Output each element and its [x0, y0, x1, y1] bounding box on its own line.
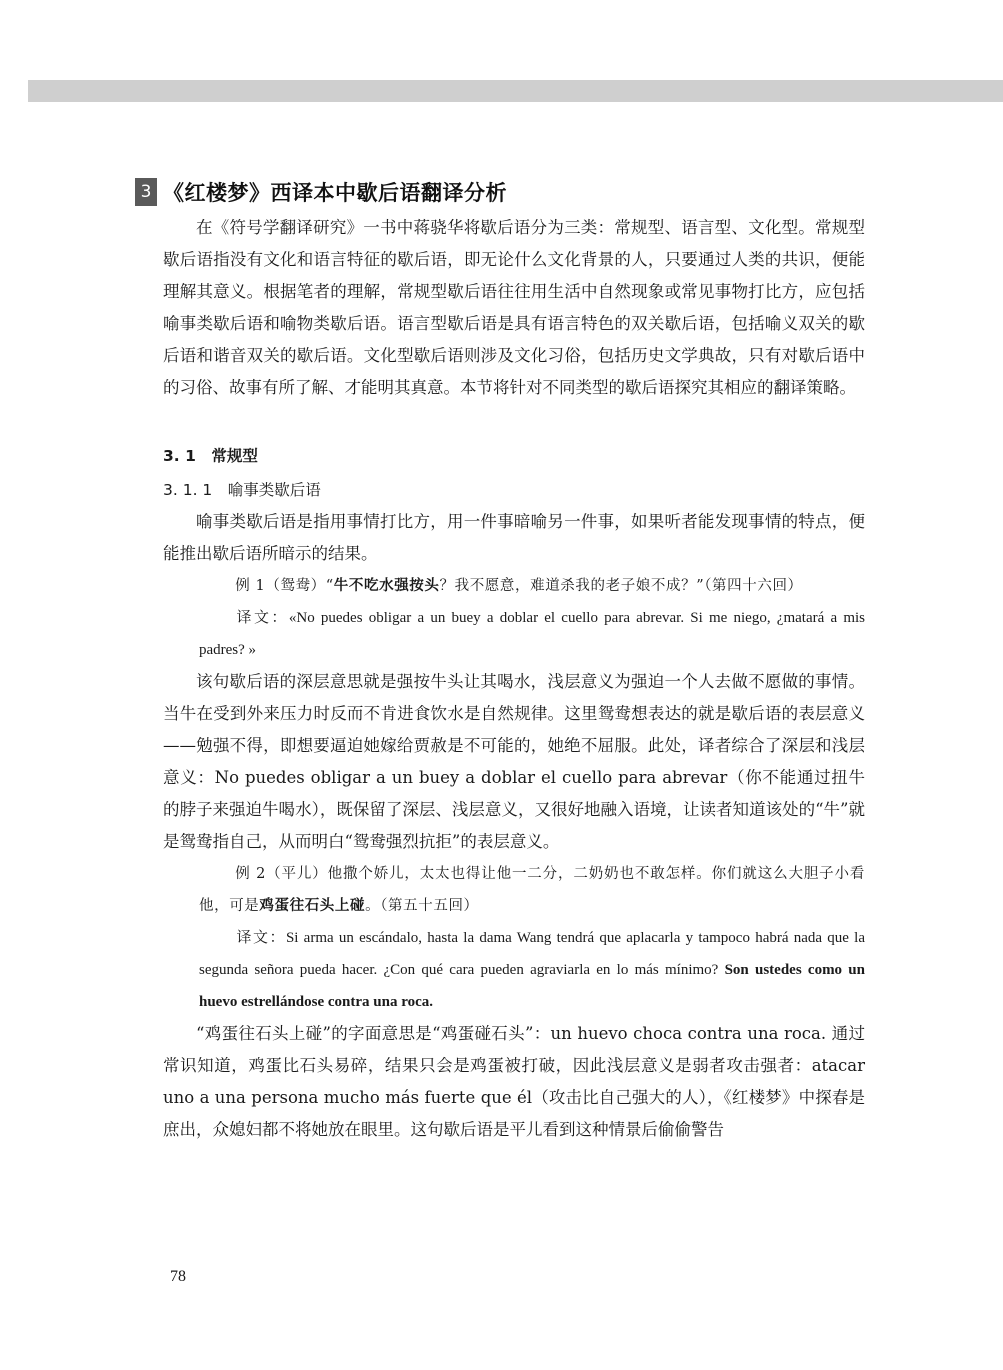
example-2-suffix: 。（第五十五回）	[365, 898, 479, 914]
section-title: 《红楼梦》西译本中歇后语翻译分析	[163, 181, 507, 205]
translation-2	[199, 922, 865, 1018]
page-body	[163, 212, 865, 1146]
example-1-idiom: 牛不吃水强按头	[333, 577, 440, 594]
definition-paragraph: 喻事类歇后语是指用事情打比方，用一件事暗喻另一件事，如果听者能发现事情的特点，便能推出歇后语所暗示的结果。	[163, 512, 865, 563]
example-2-prefix: 例 2（平儿）他撒个娇儿，太太也得让他一二分，二奶奶也不敢怎样。你们就这么大胆子小看他，可是	[199, 866, 865, 914]
example-2	[199, 858, 865, 922]
section-number: 3	[135, 178, 157, 206]
header-bar	[28, 80, 1003, 102]
translation-2-idiom: Son ustedes como un huevo estrellándose contra una roca.	[199, 962, 865, 1010]
intro-paragraph: 在《符号学翻译研究》一书中蒋骁华将歇后语分为三类：常规型、语言型、文化型。常规型歇后语指没有文化和语言特征的歇后语，即无论什么文化背景的人，只要通过人类的共识，便能理解其意义。根据笔者的理解，常规型歇后语往往用生活中自然现象或常见事物打比方，应包括喻事类歇后语和喻物类歇后语。语言型歇后语是具有语言特色的双关歇后语，包括喻义双关的歇后语和谐音双关的歇后语。文化型歇后语则涉及文化习俗，包括历史文学典故，只有对歇后语中的习俗、故事有所了解、才能明其真意。本节将针对不同类型的歇后语探究其相应的翻译策略。	[163, 218, 865, 397]
example-1-prefix: 例 1（鸳鸯）“	[235, 578, 334, 594]
section-heading	[135, 175, 507, 209]
page-number: 78	[170, 1268, 186, 1285]
analysis-paragraph-1: 该句歇后语的深层意思就是强按牛头让其喝水，浅层意义为强迫一个人去做不愿做的事情。当牛在受到外来压力时反而不肯进食饮水是自然规律。这里鸳鸯想表达的就是歇后语的表层意义——勉强不得，即想要逼迫她嫁给贾赦是不可能的，她绝不屈服。此处，译者综合了深层和浅层意义：No puedes obligar a un buey a doblar el cuello para abrevar（你不能通过扭牛的脖子来强迫牛喝水），既保留了深层、浅层意义，又很好地融入语境，让读者知道该处的“牛”就是鸳鸯指自己，从而明白“鸳鸯强烈抗拒”的表层意义。	[163, 672, 866, 851]
subsubsection-heading: 3. 1. 1 喻事类歇后语	[163, 481, 321, 499]
example-1-suffix: ？我不愿意，难道杀我的老子娘不成？”（第四十六回）	[439, 578, 803, 594]
example-1	[199, 570, 865, 602]
translation-2-text: 译文：Si arma un escándalo, hasta la dama Wang tendrá que aplacarla y tampoco habrá nada que la segunda señora pueda hacer. ¿Con qué cara pueden agraviarla en lo más mínimo?	[199, 930, 865, 978]
analysis-paragraph-2: “鸡蛋往石头上碰”的字面意思是“鸡蛋碰石头”：un huevo choca contra una roca. 通过常识知道，鸡蛋比石头易碎，结果只会是鸡蛋被打破，因此浅层意义是弱者攻击强者：atacar uno a una persona mucho más fuerte que él（攻击比自己强大的人），《红楼梦》中探春是庶出，众媳妇都不将她放在眼里。这句歇后语是平儿看到这种情景后偷偷警告	[163, 1024, 865, 1139]
example-2-idiom: 鸡蛋往石头上碰	[259, 897, 366, 914]
subsection-heading: 3. 1 常规型	[163, 447, 258, 465]
translation-1: 译文：«No puedes obligar a un buey a doblar el cuello para abrevar. Si me niego, ¿matará a mis padres? »	[199, 610, 865, 658]
